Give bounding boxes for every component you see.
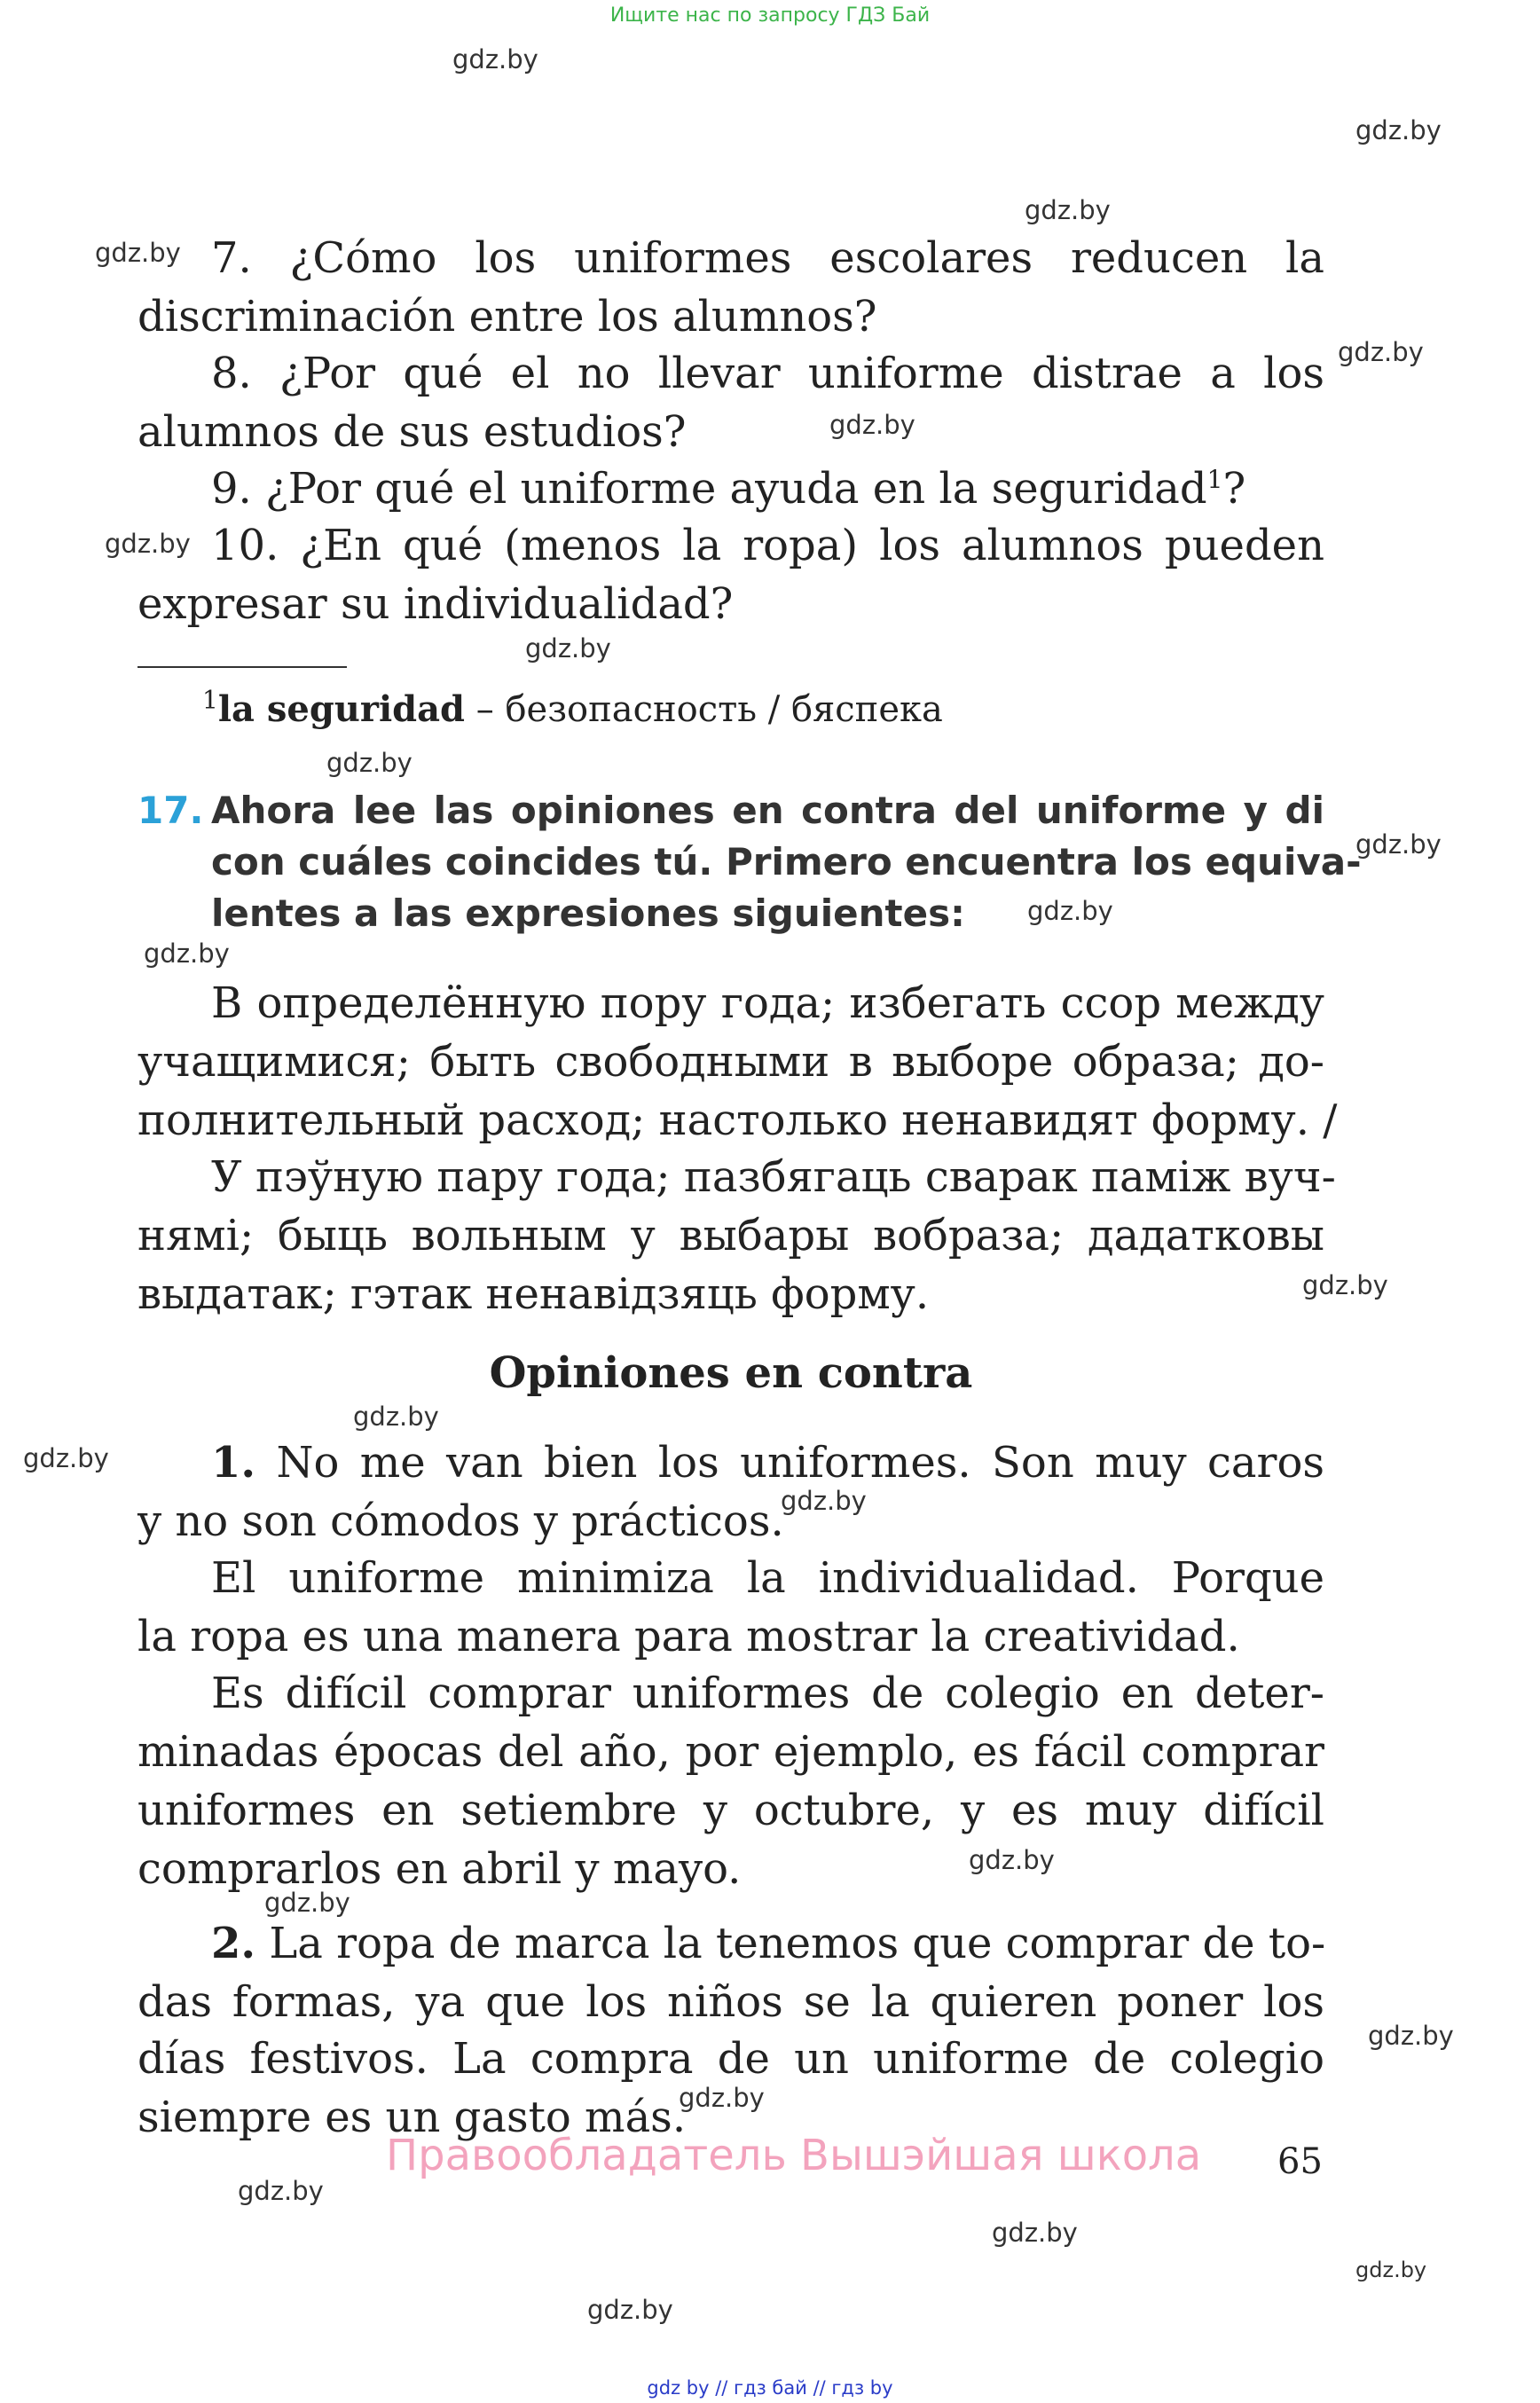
question-mark: ? — [1222, 464, 1246, 514]
opinion-number: 2. — [211, 1919, 256, 1968]
footnote-number: 1 — [202, 685, 218, 715]
question-number: 9. — [211, 464, 252, 514]
question-8-cont: alumnos de sus estudios? — [138, 407, 687, 457]
question-text: ¿Cómo los uniformes escolares reducen la — [289, 233, 1324, 283]
question-7 — [138, 229, 1324, 287]
opinion-line: días festivos. La compra de un uniforme de colegio — [138, 2034, 1324, 2084]
watermark: gdz.by — [679, 2083, 765, 2113]
watermark: gdz.by — [326, 748, 412, 778]
watermark: gdz.by — [969, 1845, 1055, 1875]
watermark: gdz.by — [23, 1443, 109, 1473]
task-17 — [138, 785, 1362, 939]
question-10-cont: expresar su individualidad? — [138, 579, 734, 629]
copyright-watermark: Правообладатель Вышэйшая школа — [386, 2131, 1202, 2180]
watermark: gdz.by — [264, 1888, 350, 1918]
top-search-hint: Ищите нас по запросу ГДЗ Бай — [609, 4, 931, 27]
opinion-line: Es difícil comprar uniformes de colegio en deter- — [211, 1669, 1324, 1718]
watermark: gdz.by — [452, 44, 538, 75]
question-number: 10. — [211, 521, 279, 570]
question-text: ¿Por qué el uniforme ayuda en la seguridad — [265, 464, 1207, 514]
question-8 — [138, 344, 1324, 403]
question-7-cont: discriminación entre los alumnos? — [138, 292, 877, 342]
expression-by-line: нямі; быць вольным у выбары вобраза; дадатковы — [138, 1211, 1324, 1260]
footnote — [202, 685, 943, 734]
opinion-line: y no son cómodos y prácticos. — [138, 1496, 784, 1546]
opinion-line: uniformes en setiembre y octubre, y es muy difícil — [138, 1786, 1324, 1835]
question-9 — [138, 459, 1324, 518]
question-text: ¿En qué (menos la ropa) los alumnos pueden — [300, 521, 1324, 570]
opinion-line — [138, 1433, 1324, 1492]
watermark: gdz.by — [829, 410, 915, 440]
page-number: 65 — [1277, 2141, 1323, 2182]
opinion-line — [138, 1914, 1324, 1973]
task-number: 17. — [138, 789, 204, 832]
section-title: Opiniones en contra — [489, 1348, 973, 1398]
watermark: gdz.by — [1355, 115, 1442, 145]
footnote-definition: – безопасность / бяспека — [465, 689, 943, 730]
watermark: gdz.by — [105, 529, 191, 559]
expression-by-line: выдатак; гэтак ненавідзяць форму. — [138, 1269, 930, 1319]
watermark: gdz.by — [1338, 337, 1424, 367]
opinion-line: siempre es un gasto más. — [138, 2093, 687, 2142]
watermark: gdz.by — [1027, 896, 1113, 926]
footnote-term: la seguridad — [217, 688, 466, 730]
opinion-text: No me van bien los uniformes. Son muy caros — [276, 1438, 1324, 1488]
watermark: gdz.by — [1302, 1270, 1388, 1300]
watermark: gdz.by — [525, 633, 611, 664]
question-10 — [138, 516, 1324, 575]
opinion-text: La ropa de marca la tenemos que comprar de to- — [269, 1919, 1326, 1968]
watermark: gdz.by — [587, 2295, 673, 2325]
opinion-line: minadas épocas del año, por ejemplo, es fácil comprar — [138, 1727, 1324, 1777]
watermark: gdz.by — [353, 1402, 439, 1432]
opinion-line: El uniforme minimiza la individualidad. Porque — [211, 1553, 1324, 1603]
watermark: gdz.by — [1025, 195, 1111, 225]
footnote-divider — [138, 666, 347, 668]
opinion-line: das formas, ya que los niños se la quieren poner los — [138, 1977, 1324, 2027]
expression-ru-line: В определённую пору года; избегать ссор между — [211, 978, 1324, 1028]
footnote-marker[interactable]: 1 — [1206, 465, 1223, 494]
expression-by-line: У пэўную пару года; пазбягаць сварак паміж вуч- — [211, 1152, 1336, 1202]
opinion-line: comprarlos en abril y mayo. — [138, 1844, 742, 1894]
task-line: lentes a las expresiones siguientes: — [211, 891, 965, 935]
footer-links[interactable]: gdz by // гдз бай // гдз by — [647, 2377, 893, 2399]
expression-ru-line: учащимися; быть свободными в выборе образа; до- — [138, 1037, 1324, 1087]
question-number: 7. — [211, 233, 252, 283]
watermark: gdz.by — [992, 2218, 1078, 2248]
watermark: gdz.by — [1355, 829, 1442, 860]
expression-ru-line: полнительный расход; настолько ненавидят форму. / — [138, 1095, 1338, 1145]
question-number: 8. — [211, 349, 252, 398]
opinion-line: la ropa es una manera para mostrar la creatividad. — [138, 1612, 1240, 1661]
watermark: gdz.by — [144, 938, 230, 969]
watermark: gdz.by — [1355, 2258, 1427, 2282]
watermark: gdz.by — [238, 2176, 324, 2206]
watermark: gdz.by — [781, 1486, 867, 1516]
question-text: ¿Por qué el no llevar uniforme distrae a los — [279, 349, 1325, 398]
opinion-number: 1. — [211, 1438, 256, 1488]
watermark: gdz.by — [1368, 2021, 1454, 2051]
task-line: con cuáles coincides tú. Primero encuentra los equiva- — [211, 840, 1362, 883]
task-line: Ahora lee las opiniones en contra del uniforme y di — [211, 789, 1324, 832]
watermark: gdz.by — [95, 238, 181, 268]
